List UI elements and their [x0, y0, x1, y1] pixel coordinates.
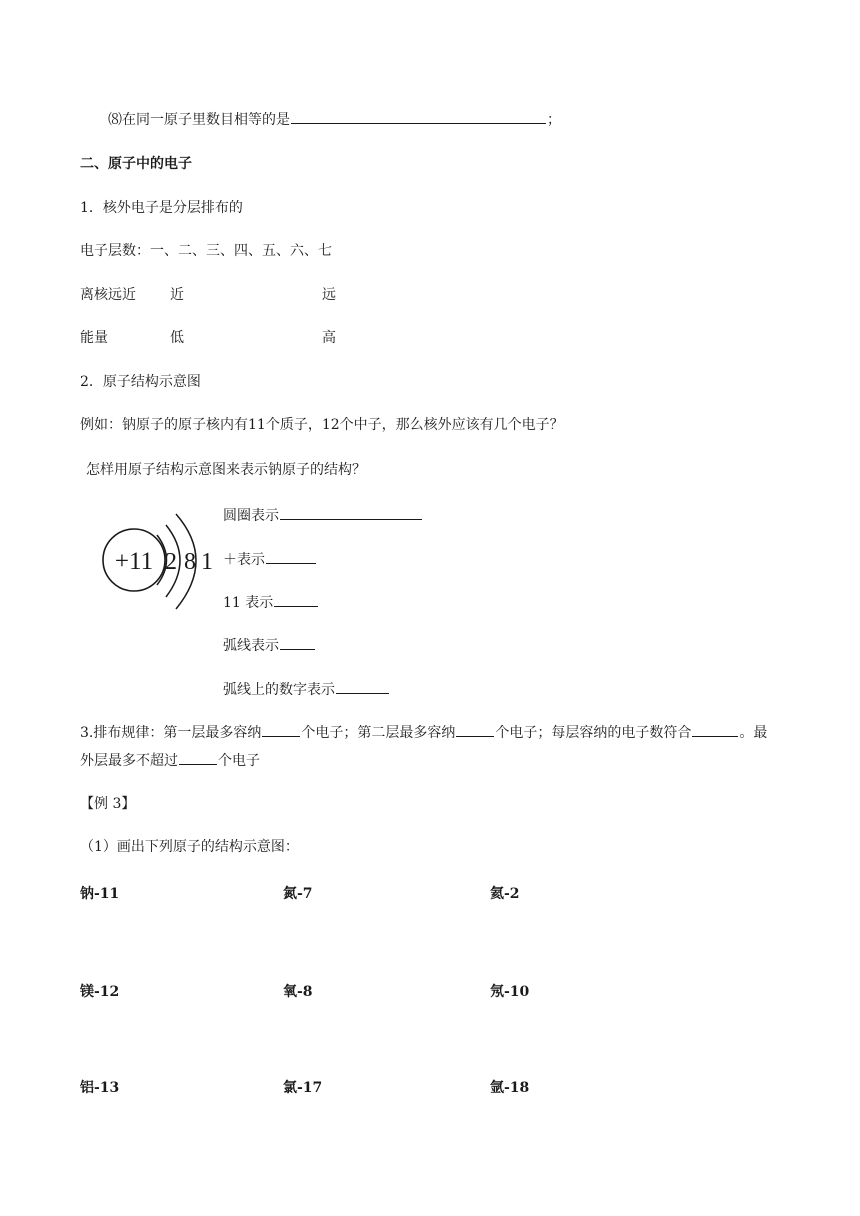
rule-blank-4[interactable] [179, 751, 217, 765]
line-8-end: ； [547, 112, 561, 128]
represent-eleven [223, 593, 319, 612]
represent-arc-number [223, 680, 390, 699]
represent-plus-blank[interactable] [266, 550, 316, 564]
rule-text-1: 3.排布规律：第一层最多容纳 [80, 725, 262, 741]
atom-o: 氧-8 [283, 984, 313, 1000]
rule-text-3: 个电子；每层容纳的电子数符合 [495, 725, 692, 741]
example-3-heading: 【例 3】 [80, 796, 136, 812]
item-2: 2．原子结构示意图 [80, 374, 201, 390]
rule-text-4: 。最 [739, 725, 768, 741]
represent-circle-blank[interactable] [280, 506, 422, 520]
distance-label: 离核远近 [80, 287, 136, 303]
atom-mg: 镁-12 [80, 984, 120, 1000]
rule-text-5: 外层最多不超过 [80, 753, 178, 769]
shell-number-2: 8 [184, 549, 196, 575]
represent-plus [223, 550, 317, 569]
represent-plus-text: ＋表示 [223, 552, 265, 568]
atom-ne: 氖-10 [490, 984, 530, 1000]
atom-cl: 氯-17 [283, 1080, 323, 1096]
line-8 [108, 110, 561, 129]
atom-he: 氦-2 [490, 886, 520, 902]
energy-high: 高 [322, 330, 336, 346]
rule-text-6: 个电子 [218, 753, 260, 769]
example-3-question: （1）画出下列原子的结构示意图： [80, 839, 299, 855]
rule-line-2 [80, 751, 260, 770]
nucleus-charge: +11 [114, 548, 154, 575]
item-1: 1．核外电子是分层排布的 [80, 200, 243, 216]
section-2-title: 二、原子中的电子 [80, 156, 192, 172]
represent-arc-number-blank[interactable] [336, 680, 389, 694]
rule-blank-1[interactable] [262, 723, 300, 737]
represent-arc-blank[interactable] [280, 636, 315, 650]
rule-blank-3[interactable] [692, 723, 738, 737]
represent-eleven-blank[interactable] [274, 593, 318, 607]
shells-row: 电子层数：一、二、三、四、五、六、七 [80, 243, 332, 259]
atom-n: 氮-7 [283, 886, 313, 902]
represent-circle [223, 506, 423, 525]
line-8-text: ⑻在同一原子里数目相等的是 [108, 112, 290, 128]
example-question: 例如：钠原子的原子核内有11个质子，12个中子，那么核外应该有几个电子？ [80, 417, 564, 433]
rule-line-1 [80, 723, 767, 742]
atom-ar: 氩-18 [490, 1080, 530, 1096]
shell-number-3: 1 [201, 549, 213, 575]
atom-al: 铝-13 [80, 1080, 120, 1096]
energy-label: 能量 [80, 330, 108, 346]
distance-near: 近 [170, 287, 184, 303]
shell-number-1: 2 [165, 549, 177, 575]
represent-eleven-text: 11 表示 [223, 595, 274, 611]
rule-text-2: 个电子；第二层最多容纳 [301, 725, 456, 741]
sodium-atom-diagram [100, 505, 235, 625]
how-question: 怎样用原子结构示意图来表示钠原子的结构？ [86, 462, 366, 478]
represent-arc-text: 弧线表示 [223, 638, 279, 654]
line-8-blank[interactable] [291, 110, 546, 124]
energy-low: 低 [170, 330, 184, 346]
represent-arc [223, 636, 316, 655]
represent-circle-text: 圆圈表示 [223, 508, 279, 524]
distance-far: 远 [322, 287, 336, 303]
atom-na: 钠-11 [80, 886, 120, 902]
represent-arc-number-text: 弧线上的数字表示 [223, 682, 335, 698]
rule-blank-2[interactable] [456, 723, 494, 737]
